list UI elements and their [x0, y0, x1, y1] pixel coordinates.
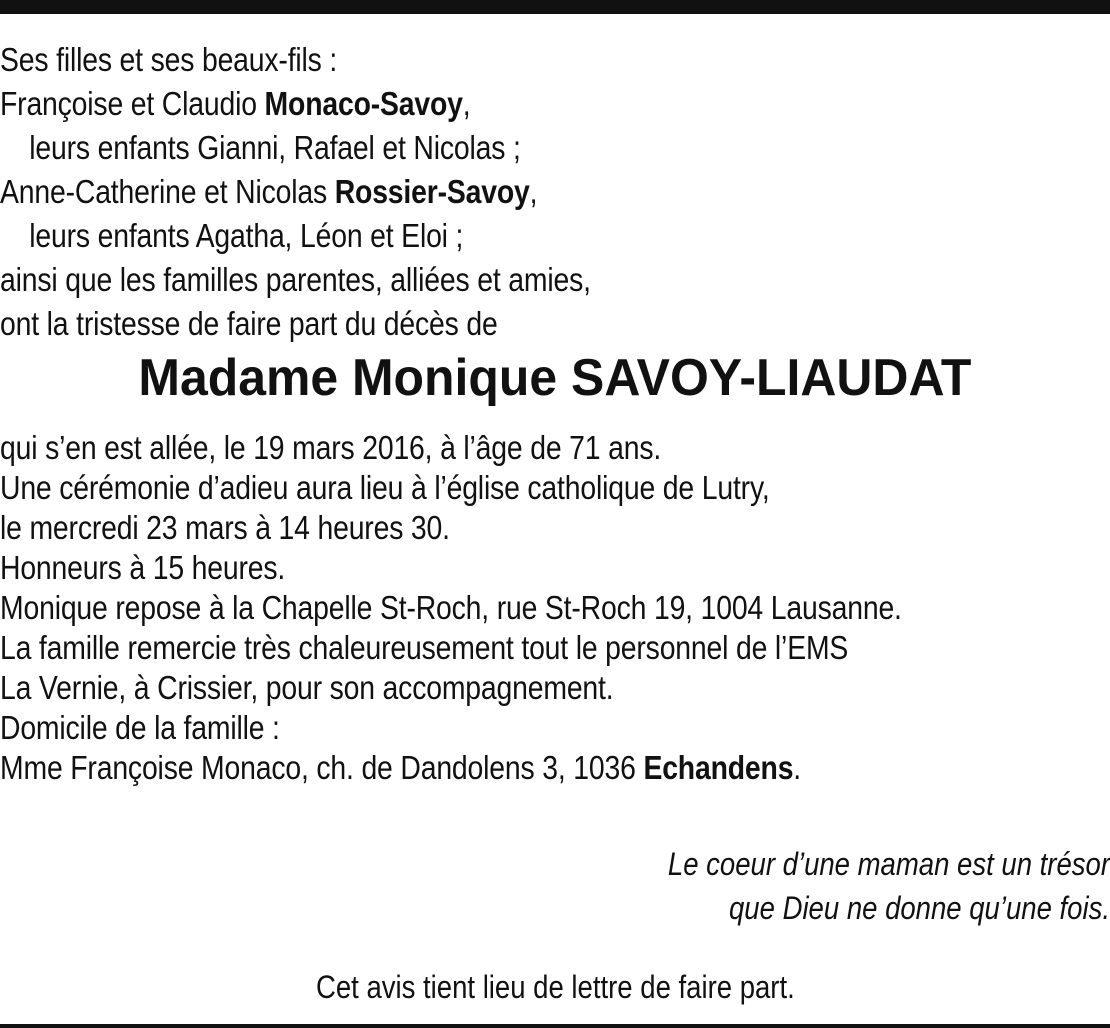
family-announcement — [0, 38, 1110, 346]
ceremony-line: Une cérémonie d’adieu aura lieu à l’église catholique de Lutry, — [0, 469, 770, 506]
memorial-quote — [0, 842, 1110, 930]
announcement-text: ont la tristesse de faire part du décès de — [0, 305, 498, 342]
couple-2-names: Anne-Catherine et Nicolas — [0, 173, 335, 210]
domicile-street: Mme Françoise Monaco, ch. de Dandolens 3, 1036 — [0, 749, 644, 786]
family-couple-1 — [0, 82, 955, 126]
death-date-line: qui s’en est allée, le 19 mars 2016, à l’âge de 71 ans. — [0, 429, 662, 466]
extended-family: ainsi que les familles parentes, alliées et amies, — [0, 261, 591, 298]
deceased-name-block — [0, 340, 1110, 416]
domicile-label: Domicile de la famille : — [0, 709, 280, 746]
quote-line-2: que Dieu ne donne qu’une fois. — [729, 890, 1110, 926]
domicile-address — [0, 748, 955, 788]
ceremony-date-line: le mercredi 23 mars à 14 heures 30. — [0, 509, 450, 546]
funeral-details — [0, 428, 1110, 788]
closing-text: Cet avis tient lieu de lettre de faire part. — [315, 969, 795, 1005]
couple-2-punctuation: , — [529, 173, 538, 210]
thanks-line-2: La Vernie, à Crissier, pour son accompagnement. — [0, 669, 614, 706]
rest-place-line: Monique repose à la Chapelle St-Roch, rue St-Roch 19, 1004 Lausanne. — [0, 589, 902, 626]
bottom-border-rule — [0, 1024, 1110, 1028]
couple-1-names: Françoise et Claudio — [0, 85, 265, 122]
top-border-rule — [0, 0, 1110, 14]
couple-1-punctuation: , — [462, 85, 471, 122]
thanks-line-1: La famille remercie très chaleureusement tout le personnel de l’EMS — [0, 629, 849, 666]
couple-1-surname: Monaco-Savoy — [264, 85, 463, 122]
couple-2-surname: Rossier-Savoy — [334, 173, 530, 210]
family-intro: Ses filles et ses beaux-fils : — [0, 41, 338, 78]
deceased-name: Madame Monique SAVOY-LIAUDAT — [138, 349, 972, 407]
honours-line: Honneurs à 15 heures. — [0, 549, 286, 586]
domicile-punctuation: . — [793, 749, 802, 786]
quote-line-1: Le coeur d’une maman est un trésor — [667, 846, 1110, 882]
family-couple-2 — [0, 170, 955, 214]
closing-note — [0, 965, 1110, 1009]
domicile-town: Echandens — [643, 749, 794, 786]
couple-1-children: leurs enfants Gianni, Rafael et Nicolas ; — [29, 129, 521, 166]
couple-2-children: leurs enfants Agatha, Léon et Eloi ; — [29, 217, 464, 254]
